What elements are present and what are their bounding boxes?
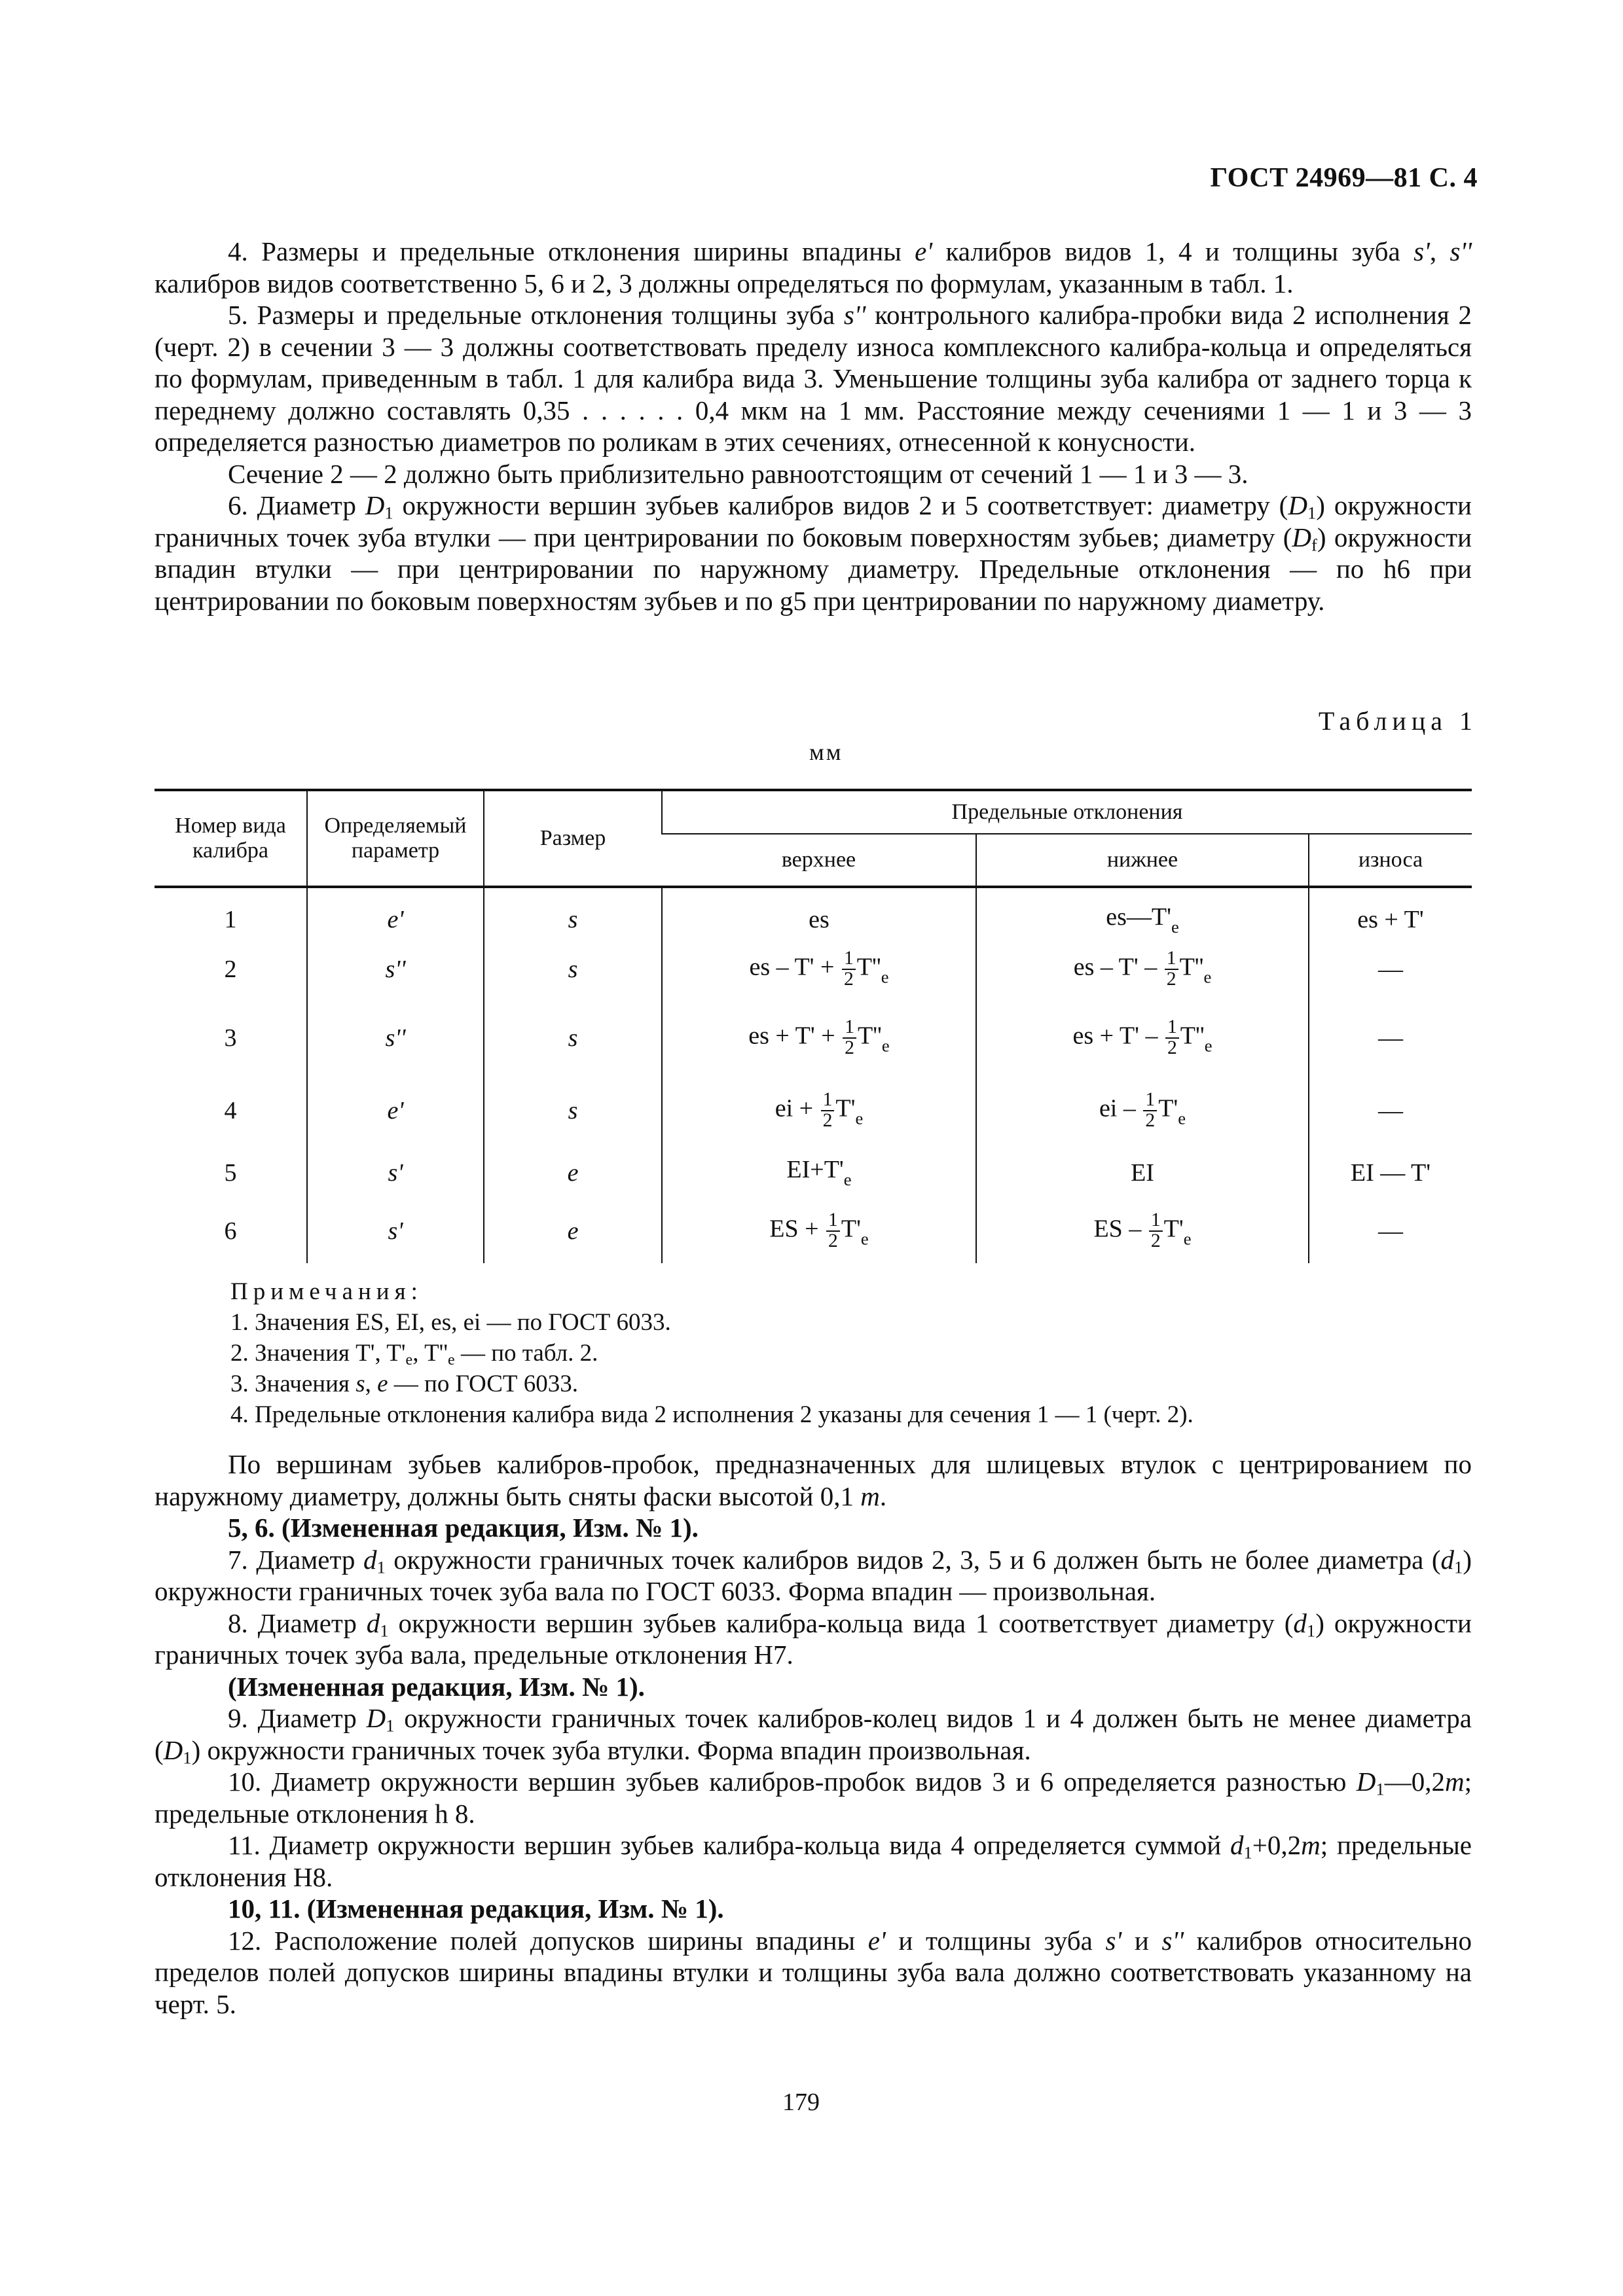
table-row bbox=[155, 937, 1472, 1001]
table-cell-upper: ei + $\frac{1}{2}$ $T'_e$ bbox=[662, 1075, 976, 1147]
notes-title: Примечания: bbox=[230, 1278, 423, 1305]
table-cell-size: e bbox=[484, 1199, 662, 1263]
page-header: ГОСТ 24969—81 С. 4 bbox=[1210, 163, 1478, 193]
col-header-size: Размер bbox=[484, 790, 662, 887]
revision-note: (Измененная редакция, Изм. № 1). bbox=[228, 1671, 645, 1702]
paragraph-4: 4. Размеры и предельные отклонения ширины впадины e' калибров видов 1, 4 и толщины зуба s', s'' калибров видов соответственно 5, 6 и 2, 3 должны определяться по формулам, указанным в табл. 1. bbox=[155, 236, 1472, 298]
col-header-wear: износа bbox=[1309, 834, 1472, 887]
notes bbox=[230, 1276, 1468, 1430]
table-cell-size: s bbox=[484, 887, 662, 937]
top-paragraphs bbox=[155, 236, 1472, 617]
table-cell-lower: EI bbox=[976, 1147, 1309, 1199]
table-cell-lower: es + T' – $\frac{1}{2}$ $T''_e$ bbox=[976, 1001, 1309, 1075]
paragraph-6: 6. Диаметр $D_1$ окружности вершин зубьев калибров видов 2 и 5 соответствует: диаметру $(D_1)$ окружности граничных точек зуба втулки — при центрировании по боковым поверхностям зубьев; диаметру $(D_f)$ окружности впадин втулки — при центрировании по наружному диаметру. Предельные отклонения — по h6 при центрировании по боковым поверхностям зубьев и по g5 при центрировании по наружному диаметру. bbox=[155, 490, 1472, 616]
table-cell-upper: ES + $\frac{1}{2}$ $T'_e$ bbox=[662, 1199, 976, 1263]
table-cell-num: 3 bbox=[224, 1024, 237, 1052]
note-item: 1. Значения ES, EI, es, ei — по ГОСТ 6033. bbox=[230, 1309, 671, 1336]
table-cell-param: e' bbox=[307, 887, 484, 937]
revision-note: 10, 11. (Измененная редакция, Изм. № 1). bbox=[228, 1893, 724, 1924]
table-cell-num: 6 bbox=[224, 1217, 237, 1245]
table-cell-wear: — bbox=[1309, 1199, 1472, 1263]
table-cell-lower: ei – $\frac{1}{2}$ $T'_e$ bbox=[976, 1075, 1309, 1147]
table-cell-num: 2 bbox=[224, 955, 237, 983]
paragraph-5-section: Сечение 2 — 2 должно быть приблизительно равноотстоящим от сечений 1 — 1 и 3 — 3. bbox=[228, 458, 1249, 489]
table-cell-upper: es – T' + $\frac{1}{2}$ $T''_e$ bbox=[662, 937, 976, 1001]
table-cell-num: 5 bbox=[224, 1158, 237, 1187]
note-item: 3. Значения s, e — по ГОСТ 6033. bbox=[230, 1371, 579, 1397]
table-units: мм bbox=[809, 739, 843, 765]
table-cell-size: s bbox=[484, 937, 662, 1001]
paragraph-7: 7. Диаметр $d_1$ окружности граничных точек калибров видов 2, 3, 5 и 6 должен быть не более диаметра $(d_1)$ окружности граничных точек зуба вала по ГОСТ 6033. Форма впадин — произвольная. bbox=[155, 1544, 1472, 1606]
table-cell-param: e' bbox=[307, 1075, 484, 1147]
paragraph-5: 5. Размеры и предельные отклонения толщины зуба s'' контрольного калибра-пробки вида 2 исполнения 2 (черт. 2) в сечении 3 — 3 должны соответствовать пределу износа комплексного калибра-кольца и определяться по формулам, приведенным в табл. 1 для калибра вида 3. Уменьшение толщины зуба калибра от заднего торца к переднему должно составлять 0,35 . . . . . . 0,4 мкм на 1 мм. Расстояние между сечениями 1 — 1 и 3 — 3 определяется разностью диаметров по роликам в этих сечениях, отнесенной к конусности. bbox=[155, 300, 1472, 457]
table-cell-upper: $EI+T'_e$ bbox=[662, 1147, 976, 1199]
col-header-upper: верхнее bbox=[662, 834, 976, 887]
table-cell-wear: es + T' bbox=[1309, 887, 1472, 937]
paragraph-8: 8. Диаметр $d_1$ окружности вершин зубьев калибра-кольца вида 1 соответствует диаметру $(d_1)$ окружности граничных точек зуба вала, предельные отклонения H7. bbox=[155, 1607, 1472, 1670]
paragraph-9: 9. Диаметр $D_1$ окружности граничных точек калибров-колец видов 1 и 4 должен быть не менее диаметра $(D_1)$ окружности граничных точек зуба втулки. Форма впадин произвольная. bbox=[155, 1703, 1472, 1768]
bottom-paragraphs bbox=[155, 1448, 1472, 2020]
table-cell-param: s' bbox=[307, 1199, 484, 1263]
note-item: 4. Предельные отклонения калибра вида 2 исполнения 2 указаны для сечения 1 — 1 (черт. 2). bbox=[230, 1401, 1194, 1428]
table-cell-param: s' bbox=[307, 1147, 484, 1199]
paragraph-10: 10. Диаметр окружности вершин зубьев калибров-пробок видов 3 и 6 определяется разностью $D_1—0,2m$; предельные отклонения h 8. bbox=[155, 1767, 1472, 1829]
tolerance-table bbox=[155, 789, 1472, 1263]
table-cell-size: s bbox=[484, 1075, 662, 1147]
table-cell-wear: — bbox=[1309, 937, 1472, 1001]
table-cell-num: 1 bbox=[224, 906, 237, 934]
table-cell-param: s'' bbox=[307, 937, 484, 1001]
table-cell-upper: es + T' + $\frac{1}{2}$ $T''_e$ bbox=[662, 1001, 976, 1075]
col-header-group: Предельные отклонения bbox=[662, 790, 1472, 834]
table-cell-num: 4 bbox=[224, 1096, 237, 1124]
table-cell-size: e bbox=[484, 1147, 662, 1199]
table-row bbox=[155, 1001, 1472, 1075]
table-cell-upper: es bbox=[662, 887, 976, 937]
paragraph-chamfer: По вершинам зубьев калибров-пробок, предназначенных для шлицевых втулок с центрированием по наружному диаметру, должны быть сняты фаски высотой 0,1 m. bbox=[155, 1449, 1472, 1511]
table-cell-wear: — bbox=[1309, 1075, 1472, 1147]
col-header-param: Определяемый параметр bbox=[307, 790, 484, 887]
table-body bbox=[155, 887, 1472, 1263]
revision-note: 5, 6. (Измененная редакция, Изм. № 1). bbox=[228, 1513, 699, 1543]
table-row bbox=[155, 1075, 1472, 1147]
col-header-num: Номер вида калибра bbox=[155, 790, 307, 887]
table-cell-wear: EI — T' bbox=[1309, 1147, 1472, 1199]
table-cell-lower: $es—T'_e$ bbox=[976, 887, 1309, 937]
table-cell-size: s bbox=[484, 1001, 662, 1075]
table-cell-param: s'' bbox=[307, 1001, 484, 1075]
table-cell-wear: — bbox=[1309, 1001, 1472, 1075]
table-row bbox=[155, 887, 1472, 937]
table-label: Таблица 1 bbox=[1318, 706, 1478, 736]
table-cell-lower: es – T' – $\frac{1}{2}$ $T''_e$ bbox=[976, 937, 1309, 1001]
paragraph-12: 12. Расположение полей допусков ширины впадины e' и толщины зуба s' и s'' калибров относительно пределов полей допусков ширины впадины втулки и толщины зуба вала должно соответствовать указанному на черт. 5. bbox=[155, 1925, 1472, 2019]
page-number: 179 bbox=[782, 2089, 820, 2116]
col-header-lower: нижнее bbox=[976, 834, 1309, 887]
note-item: 2. Значения T', $T'_e$, $T''_e$ — по табл. 2. bbox=[230, 1340, 598, 1369]
table-row bbox=[155, 1147, 1472, 1199]
table-cell-lower: ES – $\frac{1}{2}$ $T'_e$ bbox=[976, 1199, 1309, 1263]
table-row bbox=[155, 1199, 1472, 1263]
paragraph-11: 11. Диаметр окружности вершин зубьев калибра-кольца вида 4 определяется суммой $d_1+0,2m$; предельные отклонения H8. bbox=[155, 1830, 1472, 1892]
